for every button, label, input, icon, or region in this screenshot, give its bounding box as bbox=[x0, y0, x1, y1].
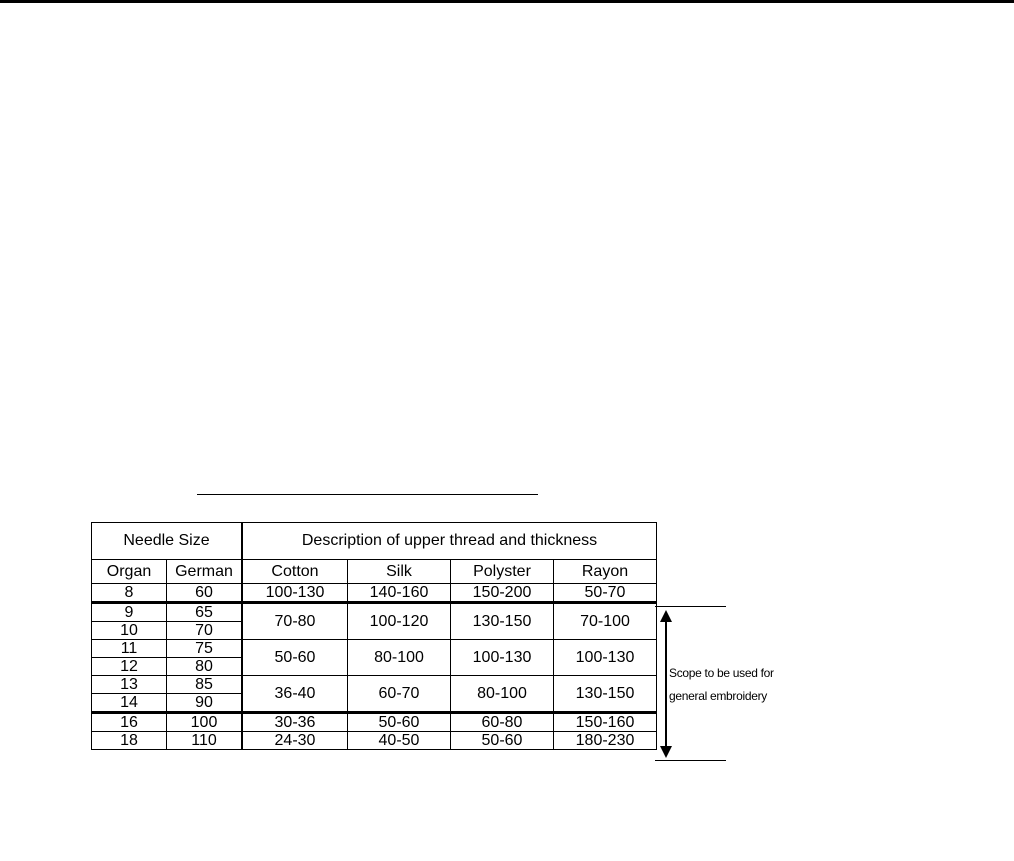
cell-polyster: 150-200 bbox=[451, 584, 554, 603]
cell-polyster: 50-60 bbox=[451, 732, 554, 750]
cell-german: 60 bbox=[167, 584, 243, 603]
cell-organ: 11 bbox=[92, 640, 167, 658]
cell-cotton: 100-130 bbox=[242, 584, 348, 603]
table-subheader-row bbox=[92, 560, 657, 584]
scope-annotation bbox=[669, 662, 819, 708]
cell-rayon: 70-100 bbox=[554, 603, 657, 640]
cell-silk: 140-160 bbox=[348, 584, 451, 603]
col-cotton: Cotton bbox=[242, 560, 348, 584]
cell-polyster: 100-130 bbox=[451, 640, 554, 676]
cell-silk: 50-60 bbox=[348, 713, 451, 732]
cell-silk: 40-50 bbox=[348, 732, 451, 750]
cell-organ: 10 bbox=[92, 622, 167, 640]
table-row bbox=[92, 640, 657, 658]
table-row bbox=[92, 732, 657, 750]
cell-rayon: 180-230 bbox=[554, 732, 657, 750]
cell-cotton: 70-80 bbox=[242, 603, 348, 640]
cell-rayon: 130-150 bbox=[554, 676, 657, 713]
cell-organ: 12 bbox=[92, 658, 167, 676]
table-row bbox=[92, 584, 657, 603]
cell-german: 85 bbox=[167, 676, 243, 694]
cell-organ: 16 bbox=[92, 713, 167, 732]
cell-german: 90 bbox=[167, 694, 243, 713]
cell-organ: 13 bbox=[92, 676, 167, 694]
col-organ: Organ bbox=[92, 560, 167, 584]
cell-polyster: 130-150 bbox=[451, 603, 554, 640]
cell-polyster: 80-100 bbox=[451, 676, 554, 713]
scope-annotation-line-1: Scope to be used for bbox=[669, 666, 774, 680]
cell-organ: 8 bbox=[92, 584, 167, 603]
top-rule bbox=[0, 0, 1014, 3]
scope-arrow-shaft bbox=[665, 620, 667, 748]
col-german: German bbox=[167, 560, 243, 584]
table-row bbox=[92, 713, 657, 732]
cell-german: 70 bbox=[167, 622, 243, 640]
scope-bracket-top-line bbox=[655, 606, 726, 607]
cell-polyster: 60-80 bbox=[451, 713, 554, 732]
table-row bbox=[92, 676, 657, 694]
cell-organ: 9 bbox=[92, 603, 167, 622]
cell-cotton: 36-40 bbox=[242, 676, 348, 713]
header-description: Description of upper thread and thickness bbox=[242, 523, 657, 560]
cell-german: 80 bbox=[167, 658, 243, 676]
cell-rayon: 150-160 bbox=[554, 713, 657, 732]
title-underline bbox=[197, 494, 538, 495]
cell-silk: 100-120 bbox=[348, 603, 451, 640]
cell-german: 110 bbox=[167, 732, 243, 750]
header-needle-size: Needle Size bbox=[92, 523, 243, 560]
arrow-down-icon bbox=[660, 746, 672, 758]
col-polyster: Polyster bbox=[451, 560, 554, 584]
cell-cotton: 50-60 bbox=[242, 640, 348, 676]
cell-german: 100 bbox=[167, 713, 243, 732]
table-row bbox=[92, 603, 657, 622]
cell-organ: 14 bbox=[92, 694, 167, 713]
cell-cotton: 30-36 bbox=[242, 713, 348, 732]
cell-german: 75 bbox=[167, 640, 243, 658]
needle-thread-table bbox=[91, 522, 657, 750]
cell-silk: 60-70 bbox=[348, 676, 451, 713]
cell-german: 65 bbox=[167, 603, 243, 622]
cell-cotton: 24-30 bbox=[242, 732, 348, 750]
scope-annotation-line-2: general embroidery bbox=[669, 689, 767, 703]
col-rayon: Rayon bbox=[554, 560, 657, 584]
cell-silk: 80-100 bbox=[348, 640, 451, 676]
col-silk: Silk bbox=[348, 560, 451, 584]
cell-rayon: 100-130 bbox=[554, 640, 657, 676]
table-header-row bbox=[92, 523, 657, 560]
scope-bracket-bottom-line bbox=[655, 760, 726, 761]
cell-organ: 18 bbox=[92, 732, 167, 750]
cell-rayon: 50-70 bbox=[554, 584, 657, 603]
